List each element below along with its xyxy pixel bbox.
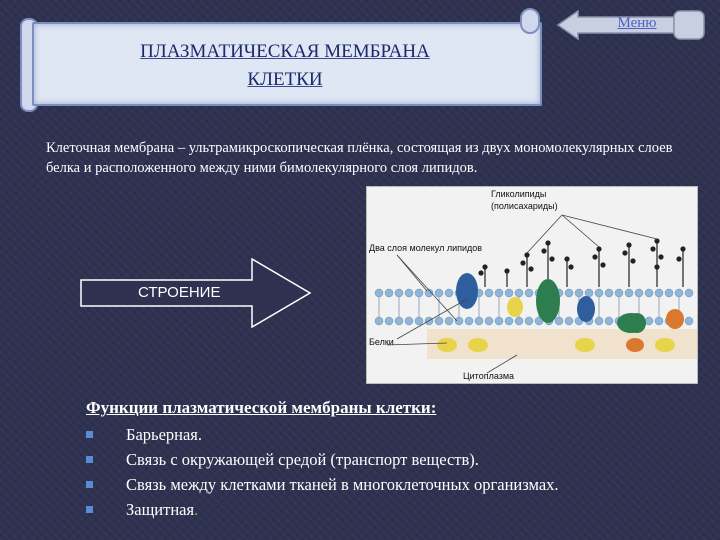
label-lipid-layers: Два слоя молекул липидов <box>369 243 483 253</box>
label-cytoplasm: Цитоплазма <box>463 371 515 381</box>
function-text: Связь между клетками тканей в многоклеточных организмах. <box>126 475 559 494</box>
function-text: Защитная <box>126 500 195 519</box>
square-bullet-icon <box>86 481 93 488</box>
membrane-diagram <box>366 186 698 384</box>
label-glycolipids: Гликолипиды <box>491 189 547 199</box>
page-title-line1: ПЛАЗМАТИЧЕСКАЯ МЕМБРАНА <box>140 41 430 62</box>
functions-title: Функции плазматической мембраны клетки: <box>86 398 437 417</box>
intro-text: Клеточная мембрана – ультрамикроскопическая плёнка, состоящая из двух мономолекулярных слоев белка и расположенного между ними бимолекулярного слоя липидов. <box>46 140 673 176</box>
menu-button[interactable] <box>556 10 706 40</box>
label-proteins: Белки <box>369 337 394 347</box>
menu-link[interactable]: Меню <box>617 15 657 31</box>
square-bullet-icon <box>86 506 93 513</box>
membrane-illustration <box>367 187 697 383</box>
label-polysaccharides: (полисахариды) <box>491 201 558 211</box>
square-bullet-icon <box>86 456 93 463</box>
square-bullet-icon <box>86 431 93 438</box>
structure-label[interactable]: СТРОЕНИЕ <box>138 284 221 301</box>
page-title <box>40 38 530 94</box>
function-text-period: . <box>194 500 199 519</box>
function-text: Связь с окружающей средой (транспорт веществ). <box>126 450 479 469</box>
page-title-line2: КЛЕТКИ <box>247 69 323 90</box>
function-text: Барьерная. <box>126 425 203 444</box>
function-text-wrap <box>126 499 198 521</box>
scroll-curl-right <box>520 8 540 34</box>
